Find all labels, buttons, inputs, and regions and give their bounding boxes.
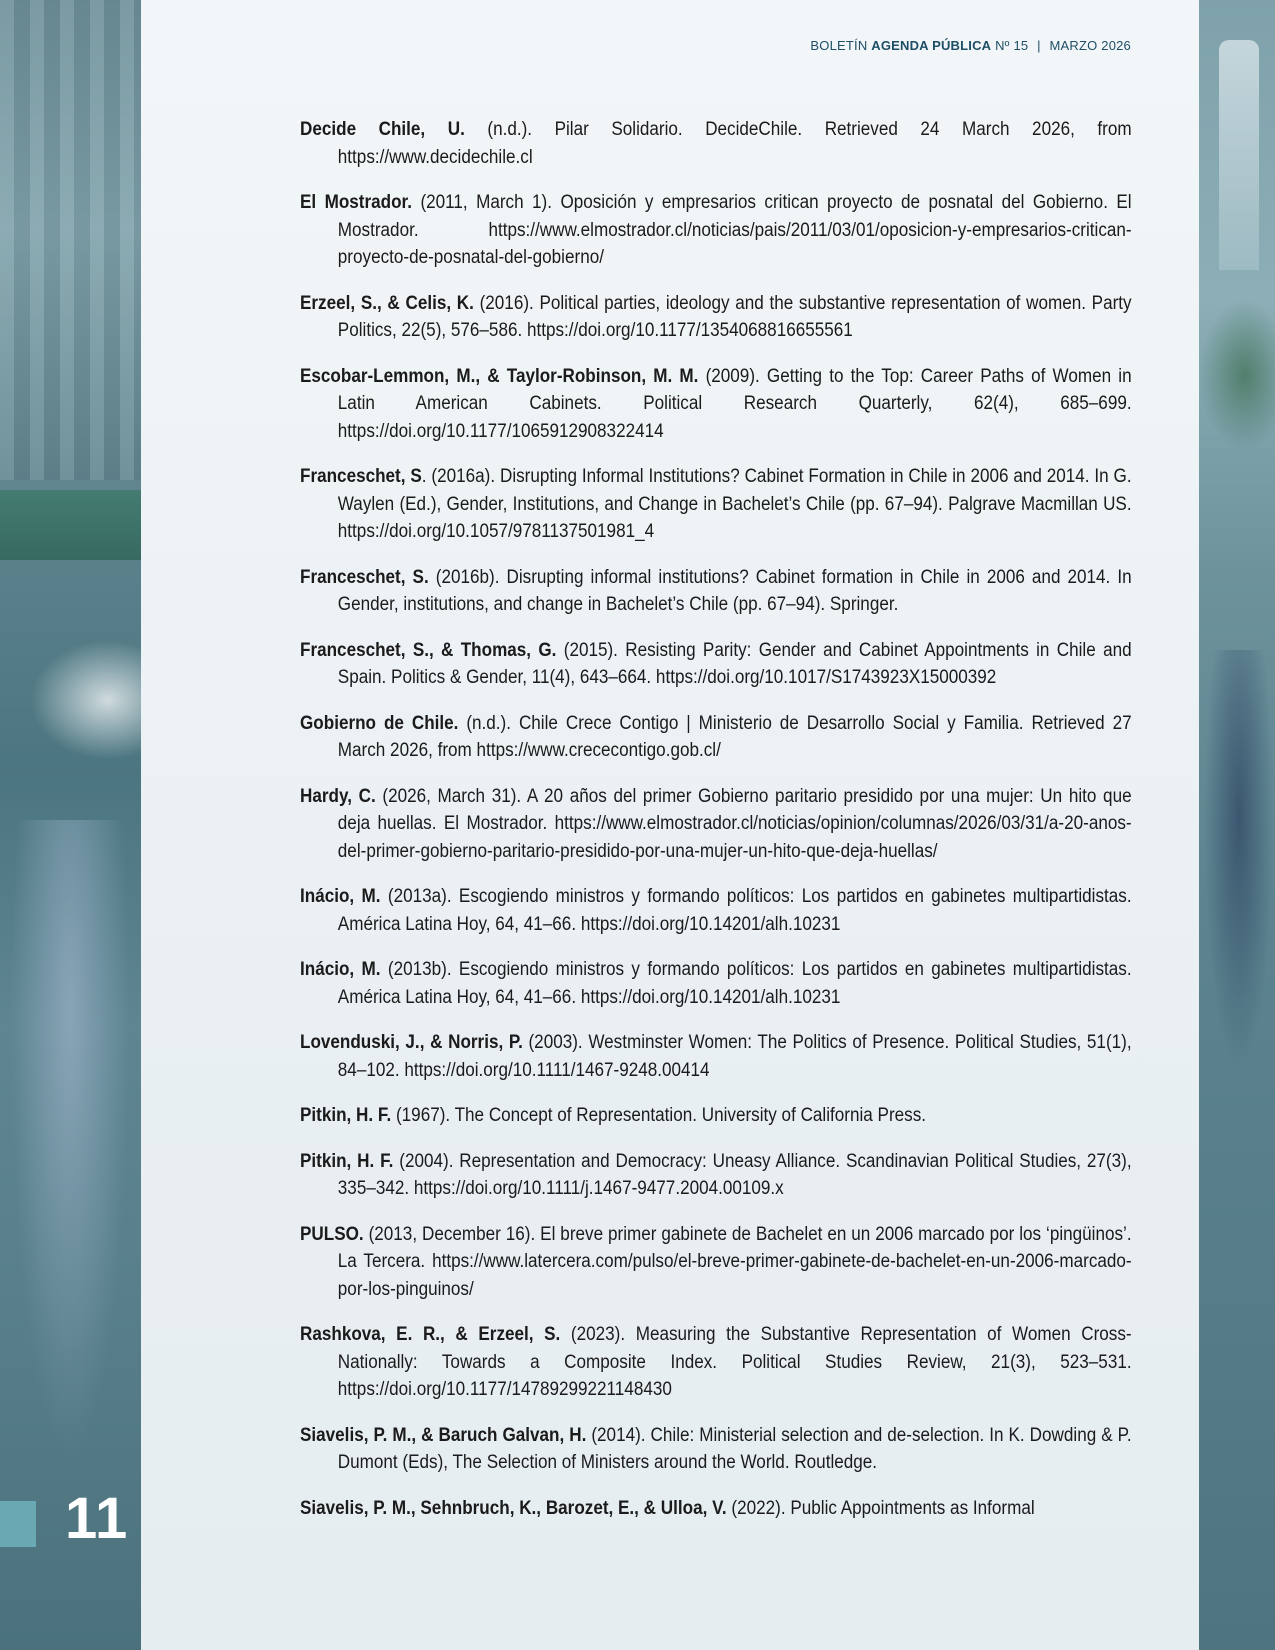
reference-item — [300, 883, 1132, 938]
reference-author: El Mostrador. — [300, 192, 413, 213]
reference-item — [300, 363, 1132, 446]
background-pedestrian — [10, 820, 130, 1460]
reference-list — [300, 116, 1132, 1540]
background-car — [30, 640, 141, 760]
reference-item — [300, 1422, 1132, 1477]
reference-author: Siavelis, P. M., Sehnbruch, K., Barozet, E., & Ulloa, V. — [300, 1497, 727, 1519]
running-header — [810, 38, 1131, 53]
reference-item — [300, 463, 1132, 546]
reference-text: (2016). Political parties, ideology and the substantive representation of women. Party Politics, 22(5), 576–586. https://doi.org/10.1177/1354068816655561 — [337, 292, 1132, 341]
header-title: AGENDA PÚBLICA — [871, 38, 992, 53]
reference-text: (1967). The Concept of Representation. University of California Press. — [391, 1105, 927, 1126]
page-number-tab — [0, 1501, 36, 1547]
reference-item — [300, 1029, 1132, 1084]
reference-text: (2015). Resisting Parity: Gender and Cabinet Appointments in Chile and Spain. Politics & Gender, 11(4), 643–664. https://doi.org/10.1017/S1743923X15000392 — [337, 639, 1132, 688]
reference-text: (2014). Chile: Ministerial selection and de-selection. In K. Dowding & P. Dumont (Eds), The Selection of Ministers around the World. Routledge. — [337, 1424, 1132, 1473]
background-pedestrian-right — [1204, 650, 1274, 1070]
reference-item — [300, 1321, 1132, 1404]
reference-text: (2023). Measuring the Substantive Representation of Women Cross-Nationally: Towards a Composite Index. Political Studies Review, 21(3), 523–531. https://doi.org/10.1177/14789299221148430 — [337, 1324, 1132, 1400]
background-tower — [1219, 40, 1259, 270]
background-photo-left — [0, 0, 141, 1650]
reference-text: (2013a). Escogiendo ministros y formando políticos: Los partidos en gabinetes multipartidistas. América Latina Hoy, 64, 41–66. https://doi.org/10.14201/alh.10231 — [337, 886, 1132, 935]
reference-item — [300, 710, 1132, 765]
reference-item — [300, 637, 1132, 692]
reference-author: Gobierno de Chile. — [300, 712, 459, 734]
reference-item — [300, 116, 1132, 171]
header-separator: | — [1037, 38, 1041, 53]
reference-item — [300, 189, 1132, 272]
reference-text: (2004). Representation and Democracy: Uneasy Alliance. Scandinavian Political Studies, 27(3), 335–342. https://doi.org/10.1111/j.1467-9477.2004.00109.x — [337, 1150, 1132, 1199]
reference-author: Decide Chile, U. — [300, 119, 465, 140]
reference-item — [300, 1495, 1132, 1523]
reference-item — [300, 1102, 1132, 1130]
reference-text: (2013, December 16). El breve primer gabinete de Bachelet en un 2006 marcado por los ‘pingüinos’. La Tercera. https://www.latercera.com/pulso/el-breve-primer-gabinete-de-bachelet-en-un-2006-marcado-por-los-pinguinos/ — [337, 1223, 1132, 1300]
reference-author: Rashkova, E. R., & Erzeel, S. — [300, 1324, 561, 1345]
reference-author: Franceschet, S — [300, 466, 422, 487]
background-building — [0, 0, 141, 480]
reference-author: PULSO. — [300, 1223, 364, 1245]
reference-text: (2016b). Disrupting informal institutions? Cabinet formation in Chile in 2006 and 2014. In Gender, institutions, and change in Bachelet’s Chile (pp. 67–94). Springer. — [337, 566, 1132, 615]
reference-text: (n.d.). Pilar Solidario. DecideChile. Retrieved 24 March 2026, from https://www.decidechile.cl — [337, 119, 1132, 168]
reference-text: (2026, March 31). A 20 años del primer Gobierno paritario presidido por una mujer: Un hito que deja huellas. El Mostrador. https://www.elmostrador.cl/noticias/opinion/columnas/2026/03/31/a-20-anos-del-primer-gobierno-paritario-presidido-por-una-mujer-un-hito-que-deja-huellas/ — [337, 785, 1132, 862]
reference-text: (2003). Westminster Women: The Politics of Presence. Political Studies, 51(1), 84–102. https://doi.org/10.1111/1467-9248.00414 — [337, 1032, 1132, 1081]
reference-item — [300, 783, 1132, 866]
reference-text: (n.d.). Chile Crece Contigo | Ministerio de Desarrollo Social y Familia. Retrieved 27 March 2026, from https://www.crececontigo.gob.cl/ — [337, 712, 1132, 761]
reference-author: Lovenduski, J., & Norris, P. — [300, 1032, 523, 1053]
header-issue: Nº 15 — [995, 38, 1029, 53]
background-bus — [0, 490, 141, 560]
reference-text: (2022). Public Appointments as Informal — [726, 1497, 1035, 1519]
reference-text: (2009). Getting to the Top: Career Paths of Women in Latin American Cabinets. Political Research Quarterly, 62(4), 685–699. https://doi.org/10.1177/1065912908322414 — [337, 365, 1132, 442]
reference-author: Escobar-Lemmon, M., & Taylor-Robinson, M. M. — [300, 365, 699, 387]
background-photo-right — [1199, 0, 1275, 1650]
reference-item — [300, 290, 1132, 345]
reference-text: . (2016a). Disrupting Informal Institutions? Cabinet Formation in Chile in 2006 and 2014. In G. Waylen (Ed.), Gender, Institutions, and Change in Bachelet’s Chile (pp. 67–94). Palgrave Macmillan US. https://doi.org/10.1057/9781137501981_4 — [337, 466, 1132, 542]
header-prefix: BOLETÍN — [810, 38, 868, 53]
reference-author: Pitkin, H. F. — [300, 1105, 392, 1126]
reference-item — [300, 1148, 1132, 1203]
reference-text: (2011, March 1). Oposición y empresarios critican proyecto de posnatal del Gobierno. El Mostrador. https://www.elmostrador.cl/noticias/pais/2011/03/01/oposicion-y-empresarios-critican-proyecto-de-posnatal-del-gobierno/ — [337, 192, 1132, 268]
header-date: MARZO 2026 — [1049, 38, 1131, 53]
reference-author: Inácio, M. — [300, 886, 381, 907]
reference-author: Franceschet, S. — [300, 566, 429, 588]
reference-author: Franceschet, S., & Thomas, G. — [300, 639, 557, 661]
background-tree — [1199, 300, 1275, 450]
page-number: 11 — [65, 1486, 129, 1551]
reference-author: Hardy, C. — [300, 785, 376, 807]
reference-item — [300, 564, 1132, 619]
reference-item — [300, 956, 1132, 1011]
reference-author: Siavelis, P. M., & Baruch Galvan, H. — [300, 1424, 587, 1446]
reference-author: Inácio, M. — [300, 959, 381, 980]
reference-text: (2013b). Escogiendo ministros y formando políticos: Los partidos en gabinetes multipartidistas. América Latina Hoy, 64, 41–66. https://doi.org/10.14201/alh.10231 — [337, 959, 1132, 1008]
reference-author: Erzeel, S., & Celis, K. — [300, 292, 474, 314]
reference-item — [300, 1221, 1132, 1304]
reference-author: Pitkin, H. F. — [300, 1150, 394, 1172]
